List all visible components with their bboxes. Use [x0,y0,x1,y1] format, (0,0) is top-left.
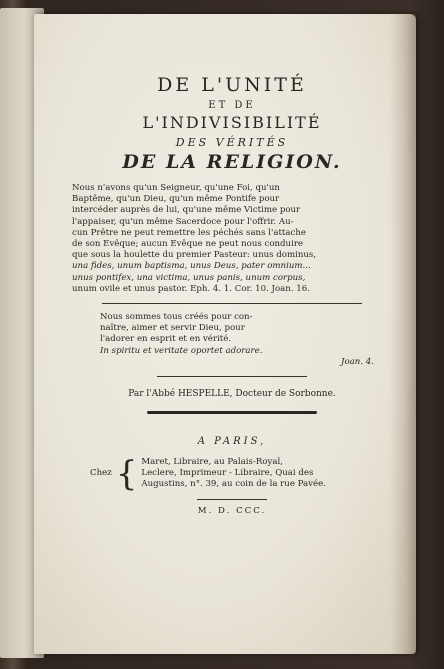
body-line: unus pontifex, una victima, unus panis, unum corpus, [72,272,306,283]
printer-block [90,453,392,494]
printer-lines [141,457,326,491]
printer-line: Augustins, n°. 39, au coin de la rue Pavée. [141,479,326,490]
title-line-4: DES VÉRITÉS [175,136,289,149]
divider-rule [157,376,307,377]
title-line-3: L'INDIVISIBILITÉ [142,113,322,132]
brace-icon: { [115,453,138,494]
ornamental-rule [147,411,317,414]
divider-rule [102,303,362,304]
title-page-text [72,74,392,516]
body-line: una fides, unum baptisma, unus Deus, pater omnium... [72,261,311,272]
city-line: A PARIS, [197,436,267,448]
divider-rule [197,499,267,500]
body-line: l'appaiser, qu'un même Sacerdoce pour l'offrir. Au- [72,216,294,227]
author-line: Par l'Abbé HESPELLE, Docteur de Sorbonne. [128,389,336,400]
body-line: Baptême, qu'un Dieu, qu'un même Pontife pour [72,194,280,205]
quote-line: Nous sommes tous créés pour con- [100,312,253,323]
title-line-5: DE LA RELIGION. [122,151,342,173]
title-line-1: DE L'UNITÉ [157,74,307,96]
quote-line: l'adorer en esprit et en vérité. [100,334,232,345]
quote-reference: Joan. 4. [341,356,374,367]
page-edge-shadow [390,14,416,654]
chez-label: Chez [90,468,112,479]
title-line-2: ET DE [208,100,256,111]
printer-line: Maret, Libraire, au Palais-Royal, [141,457,283,468]
quote-block [100,312,374,368]
body-line: Nous n'avons qu'un Seigneur, qu'une Foi, qu'un [72,183,280,193]
body-line: unum ovile et unus pastor. Eph. 4. 1. Cor. 10. Joan. 16. [72,283,310,294]
publication-date: M. D. CCC. [197,505,267,516]
body-line: que sous la houlette du premier Pasteur: unus dominus, [72,250,317,261]
body-line: cun Prêtre ne peut remettre les péchés sans l'attache [72,227,306,238]
body-line: intercéder auprès de lui, qu'une même Victime pour [72,205,301,216]
epigraph-body [72,183,392,295]
printer-line: Leclere, Imprimeur - Libraire, Quai des [141,468,314,479]
body-line: de son Evêque; aucun Evêque ne peut nous conduire [72,239,304,250]
quote-line: naître, aimer et servir Dieu, pour [100,323,245,334]
quote-latin: In spiritu et veritate oportet adorare. [100,345,263,356]
